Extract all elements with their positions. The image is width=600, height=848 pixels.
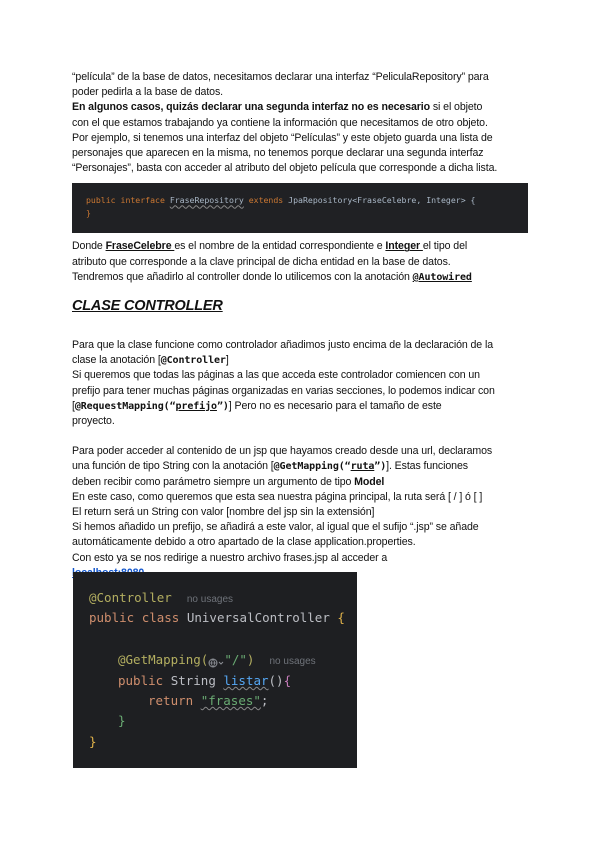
controller-line: Para poder acceder al contenido de un jsp que hayamos creado desde una url, declaramos [72,445,493,458]
paragraph-gap [72,429,528,444]
type-name: String [170,673,216,688]
bold-lead: En algunos casos, quizás declarar una segunda interfaz no es necesario [72,101,431,114]
text-span: [ [72,399,75,412]
path-string: "/" [224,652,247,667]
paren: ) [246,652,255,667]
annotation: @Controller [89,590,172,605]
text-span: Donde [72,240,106,253]
text-span: ] Pero no es necesario para el tamaño de este [228,399,442,412]
brace: } [118,713,126,728]
keyword: class [141,610,180,625]
autowired-annotation: @Autowired [412,271,472,283]
semicolon: ; [260,693,269,708]
code-line [148,693,268,708]
return-string: "frases" [200,693,261,708]
section-heading: CLASE CONTROLLER [72,298,223,315]
brace: { [283,673,292,688]
code-line [89,610,345,625]
intro-note [72,100,528,115]
code-close: ”) [374,461,387,473]
controller-line: En este caso, como queremos que esta sea nuestra página principal, la ruta será [ / ] ó [ ] [72,490,483,503]
text-span: una función de tipo String con la anotación [ [72,460,274,473]
controller-line: Si hemos añadido un prefijo, se añadirá a este valor, al igual que el sufijo “.jsp” se añade [72,521,479,534]
getmapping-annotation: @GetMapping(“ [273,461,351,473]
code-close: ”) [216,400,229,412]
model-type: Model [354,475,385,488]
intro-line: con el que estamos trabajando ya contiene la información que necesitamos de otro objeto. [72,116,488,129]
controller-annotation: @Controller [160,355,226,367]
method-name: listar [223,673,269,688]
controller-line: automáticamente debido a otro apartado de la clase application.properties. [72,536,416,549]
controller-line [72,475,528,490]
usage-hint: no usages [269,656,316,667]
controller-line: El return será un String con valor [nombre del jsp sin la extensión] [72,506,375,519]
controller-line [72,353,528,368]
intro-line: Por ejemplo, si tenemos una interfaz del objeto “Películas” y este objeto guarda una lista de [72,131,493,144]
code-line [118,652,316,667]
keyword: return [148,693,194,708]
text-span: deben recibir como parámetro siempre un argumento de tipo [72,475,355,488]
annotation: @GetMapping( [118,652,209,667]
intro-line: poder pedirla a la base de datos. [72,86,224,99]
interface-name: FraseRepository [169,195,244,206]
controller-code-block [73,572,357,768]
parens: () [268,673,284,688]
requestmapping-annotation: @RequestMapping(“ [74,400,176,412]
keyword: public [86,195,116,206]
explain-line [72,270,528,285]
brace: } [89,734,97,749]
code-line [118,673,291,688]
document-body [72,70,528,581]
brace: { [337,610,345,625]
keyword: extends [248,195,284,206]
text-span: es el nombre de la entidad correspondiente e [174,240,386,253]
class-name: UniversalController [186,610,330,625]
intro-line: personajes que aparecen en la misma, no tenemos porque declarar una segunda interfaz [72,147,484,160]
controller-line: Con esto ya se nos redirige a nuestro archivo frases.jsp al acceder a [72,551,388,564]
text-span: Tendremos que añadirlo al controller donde lo utilicemos con la anotación [72,270,413,283]
intro-line: “película” de la base de datos, necesitamos declarar una interfaz “PeliculaRepository” para [72,71,489,83]
controller-line: Si queremos que todas las páginas a las que acceda este controlador comiencen con un [72,369,480,382]
generic-type: JpaRepository<FraseCelebre, Integer> { [288,195,476,206]
explain-line [72,239,528,254]
repository-code-block [72,183,528,233]
type-name: Integer [385,240,423,253]
text-span: clase la anotación [ [72,354,161,367]
usage-hint: no usages [186,594,234,605]
code-line [89,590,233,605]
text-span: el tipo del [422,240,468,253]
controller-line: proyecto. [72,415,115,428]
text-span: si el objeto [430,101,483,114]
keyword: interface [120,195,165,206]
text-span: ] [225,354,229,367]
code-line [86,194,514,207]
entity-name: FraseCelebre [105,240,175,253]
intro-line: “Personajes”, basta con acceder al atributo del objeto película que corresponde a dicha lista. [72,162,498,175]
keyword: public [118,673,164,688]
controller-line [72,399,528,414]
text-span: ]. Estas funciones [386,460,468,473]
explain-line: atributo que corresponde a la clave principal de dicha entidad en la base de datos. [72,255,451,268]
controller-line: Para que la clase funcione como controlador añadimos justo encima de la declaración de la [72,339,493,352]
code-line: } [86,208,91,219]
keyword: public [89,610,135,625]
globe-icon [208,656,224,666]
prefix-placeholder: prefijo [175,400,217,412]
controller-line: prefijo para tener muchas páginas organizadas en varias secciones, lo podemos indicar con [72,384,495,397]
controller-line [72,459,528,474]
route-placeholder: ruta [350,461,375,473]
